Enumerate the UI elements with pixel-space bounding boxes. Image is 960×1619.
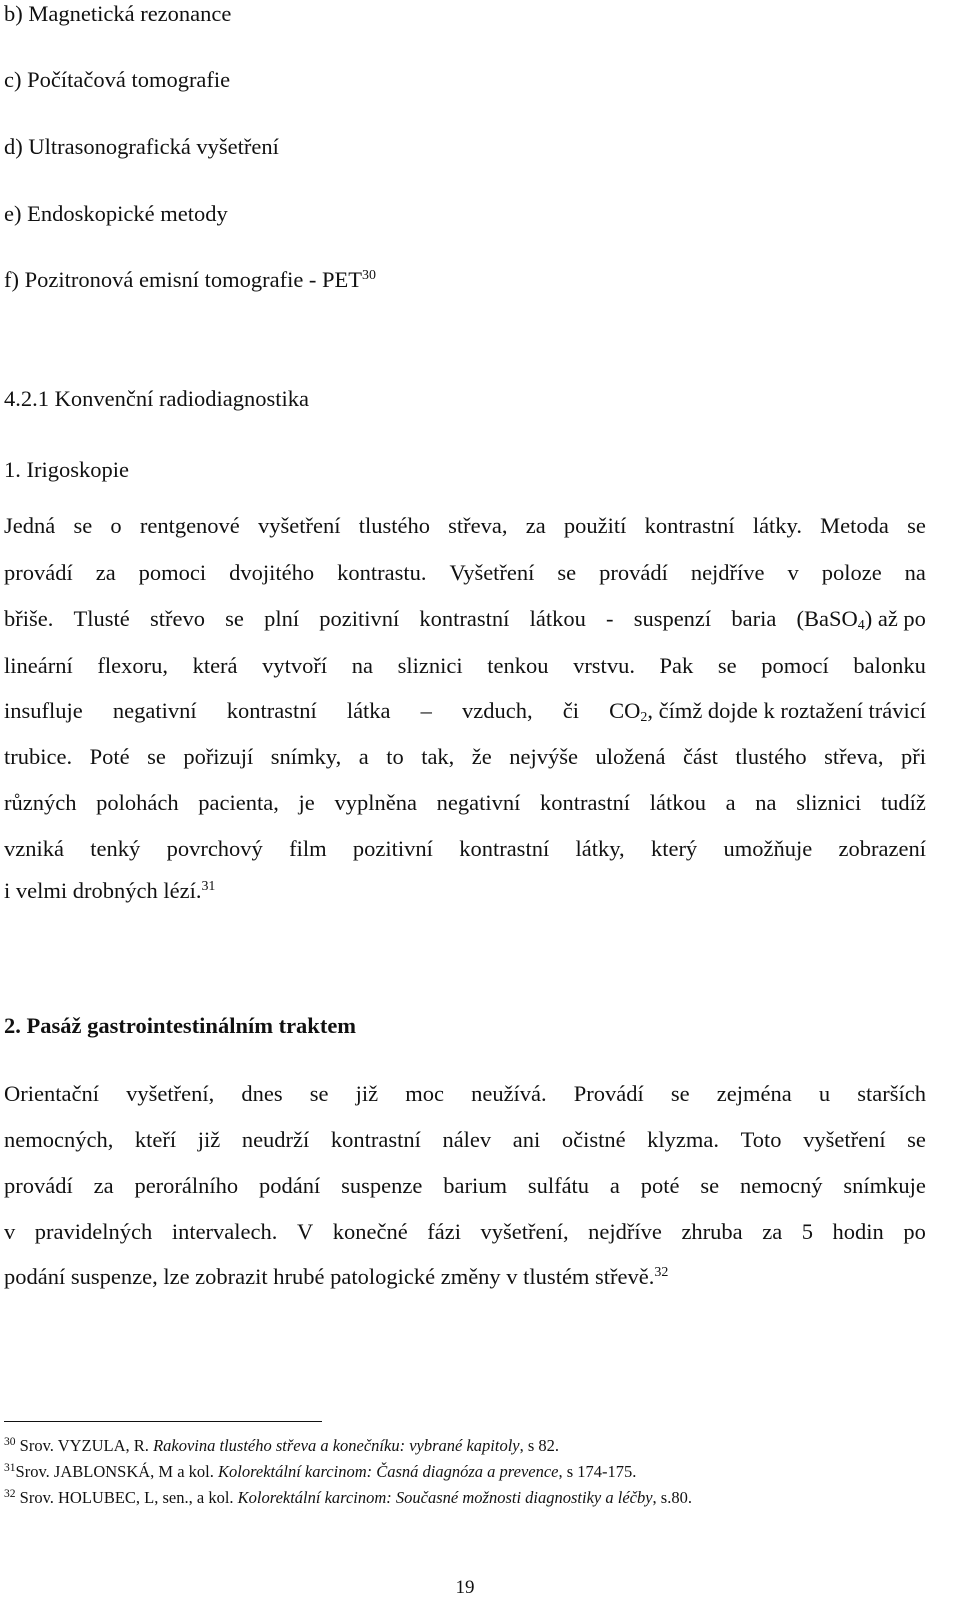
word: očistné [561, 1127, 626, 1152]
subsection-heading-irigoskopie: 1. Irigoskopie [4, 457, 129, 482]
word: látky, [575, 836, 625, 861]
word: dnes [241, 1081, 283, 1106]
word: kontrastu. [337, 560, 427, 585]
footnote-number: 30 [4, 1436, 16, 1449]
paragraph-line [4, 1175, 926, 1198]
word: provádí [4, 560, 73, 585]
list-item-c: c) Počítačová tomografie [4, 67, 231, 92]
subsection-heading-pasaz: 2. Pasáž gastrointestinálním traktem [4, 1013, 357, 1038]
paragraph-line [4, 1129, 926, 1152]
paragraph-line [4, 1083, 926, 1106]
footnote-ref-32: 32 [654, 1265, 669, 1281]
word: nejdříve [690, 560, 765, 585]
word: neudrží [241, 1127, 310, 1152]
line-text-end: , čímž dojde k roztažení trávicí [647, 698, 926, 723]
word: vyšetření [803, 1127, 886, 1152]
footnote-post: , s 82. [519, 1436, 560, 1455]
word: Jedná [4, 513, 56, 538]
paragraph-line [4, 1221, 926, 1244]
word: látka [346, 698, 391, 723]
list-item-e: e) Endoskopické metody [4, 201, 228, 226]
word: za [93, 1173, 114, 1198]
word: Tlusté [73, 606, 130, 631]
paragraph-line [4, 515, 926, 538]
footnote-title: Kolorektální karcinom: Současné možnosti diagnostiky a léčby [237, 1488, 653, 1507]
line-text: i velmi drobných lézí. [4, 878, 202, 903]
word: fázi [427, 1219, 461, 1244]
word: konečné [332, 1219, 408, 1244]
word: hodin [832, 1219, 884, 1244]
line-text: podání suspenze, lze zobrazit hrubé patologické změny v tlustém střevě. [4, 1264, 655, 1289]
word: polohách [96, 790, 179, 815]
word: se [907, 1127, 926, 1152]
word: látkou [649, 790, 706, 815]
word: kontrastní [644, 513, 735, 538]
word: nejdříve [588, 1219, 662, 1244]
footnote-separator [4, 1421, 322, 1422]
word: dvojitého [229, 560, 315, 585]
word: se [670, 1081, 690, 1106]
word: neužívá. [471, 1081, 547, 1106]
word: pořizují [183, 744, 254, 769]
paragraph-line [4, 880, 215, 903]
word: kontrastní [419, 606, 510, 631]
paragraph-line [4, 792, 926, 815]
word: látky. [752, 513, 802, 538]
word: tenký [90, 836, 141, 861]
word: o [110, 513, 122, 538]
word: při [900, 744, 926, 769]
word: střeva, [824, 744, 884, 769]
word: balonku [853, 653, 926, 678]
word: u [818, 1081, 831, 1106]
word: kteří [134, 1127, 177, 1152]
word: trubice. [4, 744, 73, 769]
word: barium [443, 1173, 507, 1198]
word: střevo [149, 606, 205, 631]
line-text-end: ) až po [864, 606, 926, 631]
word: provádí [4, 1173, 73, 1198]
word: tlustého [358, 513, 430, 538]
word: vyšetření [258, 513, 341, 538]
word: zobrazení [838, 836, 926, 861]
footnote-pre: Srov. VYZULA, R. [15, 1436, 154, 1455]
word: je [298, 790, 315, 815]
word: kontrastní [540, 790, 631, 815]
word: rentgenové [139, 513, 240, 538]
word: 5 [801, 1219, 813, 1244]
word: tudíž [880, 790, 926, 815]
footnote-number: 32 [4, 1488, 16, 1501]
word: nálev [442, 1127, 492, 1152]
word: sliznici [796, 790, 862, 815]
word: Vyšetření [449, 560, 535, 585]
footnote-title: Kolorektální karcinom: Časná diagnóza a prevence [218, 1462, 559, 1481]
word: intervalech. [171, 1219, 278, 1244]
word: po [903, 1219, 926, 1244]
word: pomoci [138, 560, 207, 585]
word: již [355, 1081, 379, 1106]
footnote-number: 31 [4, 1462, 16, 1475]
word: kontrastní [226, 698, 317, 723]
word: se [907, 513, 926, 538]
word: v [787, 560, 799, 585]
word: na [904, 560, 926, 585]
word: snímky, [270, 744, 342, 769]
word: se [557, 560, 577, 585]
word: za [762, 1219, 783, 1244]
word: pacienta, [198, 790, 279, 815]
word: nejvýše [509, 744, 578, 769]
word: na [755, 790, 777, 815]
word: povrchový [166, 836, 263, 861]
word: v [4, 1219, 16, 1244]
word: Poté [89, 744, 130, 769]
word: uložená [595, 744, 666, 769]
footnote-32 [4, 1490, 692, 1507]
word: a [609, 1173, 620, 1198]
footnote-ref-31: 31 [201, 879, 216, 895]
word: film [289, 836, 327, 861]
list-item-d: d) Ultrasonografická vyšetření [4, 134, 279, 159]
word: baria [731, 606, 777, 631]
word: vzduch, [462, 698, 533, 723]
word: tak, [421, 744, 455, 769]
word: a [358, 744, 369, 769]
word: umožňuje [723, 836, 813, 861]
paragraph-line [4, 838, 926, 861]
word: na [351, 653, 373, 678]
word: pozitivní [319, 606, 400, 631]
word: různých [4, 790, 77, 815]
word: Provádí [573, 1081, 644, 1106]
word: poté [640, 1173, 680, 1198]
word: se [225, 606, 244, 631]
word: či [562, 698, 579, 723]
word: pravidelných [34, 1219, 153, 1244]
word: se [717, 653, 737, 678]
word: střeva, [448, 513, 508, 538]
word: za [95, 560, 116, 585]
word: perorálního [134, 1173, 239, 1198]
word: to [386, 744, 404, 769]
word: se [147, 744, 166, 769]
word: se [73, 513, 93, 538]
word: klyzma. [647, 1127, 719, 1152]
word: vzniká [4, 836, 64, 861]
word: ani [512, 1127, 541, 1152]
word: negativní [436, 790, 521, 815]
word: poloze [821, 560, 882, 585]
subscript: 4 [857, 618, 865, 634]
paragraph-line [4, 746, 926, 769]
word: suspenzí [633, 606, 712, 631]
footnote-30 [4, 1438, 559, 1455]
word: lineární [4, 653, 73, 678]
word: $CO_2$, čímž dojde k roztažení trávicí [609, 698, 926, 726]
footnote-post: , s.80. [652, 1488, 692, 1507]
word: vyšetření, [480, 1219, 569, 1244]
word: sliznici [397, 653, 463, 678]
word: sulfátu [527, 1173, 590, 1198]
word: tlustého [735, 744, 807, 769]
footnote-title: Rakovina tlustého střeva a konečníku: vybrané kapitoly [153, 1436, 520, 1455]
paragraph-line [4, 562, 926, 585]
word: kontrastní [459, 836, 550, 861]
word: podání [259, 1173, 321, 1198]
paragraph-line [4, 698, 926, 726]
footnote-pre: Srov. HOLUBEC, L, sen., a kol. [15, 1488, 238, 1507]
word: kontrastní [330, 1127, 421, 1152]
word: která [192, 653, 238, 678]
list-item-f [4, 269, 376, 292]
word: - [606, 606, 614, 631]
page-number: 19 [455, 1577, 475, 1598]
word: se [309, 1081, 329, 1106]
word: V [296, 1219, 314, 1244]
word: vrstvu. [573, 653, 635, 678]
word: látkou [529, 606, 586, 631]
word: již [197, 1127, 221, 1152]
word: Metoda [820, 513, 889, 538]
word: insufluje [4, 698, 83, 723]
word: a [725, 790, 736, 815]
list-item-b: b) Magnetická rezonance [4, 1, 232, 26]
word: použití [563, 513, 627, 538]
word: břiše. [4, 606, 54, 631]
word: Toto [740, 1127, 782, 1152]
word: nemocný [740, 1173, 823, 1198]
word: snímkuje [843, 1173, 926, 1198]
word: suspenze [341, 1173, 423, 1198]
word: starších [857, 1081, 926, 1106]
word: (BaSO$_4$) až po [796, 606, 926, 634]
word: že [471, 744, 492, 769]
subscript: 2 [640, 710, 648, 726]
paragraph-line [4, 655, 926, 678]
paragraph-line [4, 1266, 668, 1289]
footnote-post: , s 174-175. [558, 1462, 637, 1481]
word: plní [264, 606, 300, 631]
word: část [682, 744, 718, 769]
word: pomocí [761, 653, 829, 678]
word: Pak [659, 653, 694, 678]
word: se [700, 1173, 720, 1198]
word: vyšetření, [126, 1081, 215, 1106]
word: vyplněna [334, 790, 417, 815]
word: zejména [716, 1081, 792, 1106]
footnote-ref-30: 30 [362, 268, 376, 284]
word: který [650, 836, 698, 861]
word: zhruba [681, 1219, 743, 1244]
footnote-pre: Srov. JABLONSKÁ, M a kol. [15, 1462, 218, 1481]
footnote-31 [4, 1464, 636, 1481]
word: negativní [112, 698, 197, 723]
word: za [525, 513, 546, 538]
list-item-f-text: f) Pozitronová emisní tomografie - PET [4, 267, 363, 292]
word: pozitivní [352, 836, 433, 861]
word: vytvoří [262, 653, 328, 678]
word: provádí [599, 560, 668, 585]
word: moc [405, 1081, 444, 1106]
word: tenkou [487, 653, 549, 678]
paragraph-line [4, 606, 926, 634]
word: – [420, 698, 432, 723]
word: Orientační [4, 1081, 99, 1106]
section-heading: 4.2.1 Konvenční radiodiagnostika [4, 386, 309, 411]
word: nemocných, [4, 1127, 114, 1152]
word: flexoru, [97, 653, 168, 678]
